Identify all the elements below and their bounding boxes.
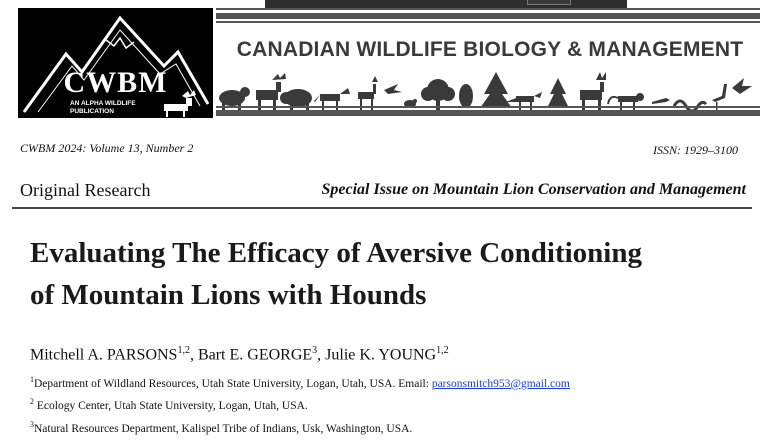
bird-icon [732,78,752,94]
title-line: Evaluating The Efficacy of Aversive Conditioning [30,237,642,269]
header-divider [12,207,752,209]
issn: ISSN: 1929–3100 [653,143,738,157]
title-line: of Mountain Lions with Hounds [30,279,427,311]
affiliations [30,371,570,438]
email-link[interactable]: parsonsmitch953@gmail.com [431,377,570,390]
banner-rule [216,21,760,23]
journal-name: CANADIAN WILDLIFE BIOLOGY & MANAGEMENT [236,38,744,61]
logo-subtitle: AN ALPHA WILDLIFE PUBLICATION [70,100,136,115]
author-name: Mitchell A. PARSONS [30,346,178,364]
conifer-tree-icon [547,78,569,108]
author-list [30,345,449,364]
author-separator: , [189,346,198,364]
affiliation: $^3$Natural Resources Department, Kalispel Tribe of Indians, Usk, Washington, USA. [30,419,413,435]
owl-icon [459,84,473,108]
article-section: Original Research [20,180,151,200]
deer-icon [358,76,378,110]
author-separator: , [317,346,326,364]
moose-icon [256,73,286,110]
citation: CWBM 2024: Volume 13, Number 2 [20,141,194,155]
top-bar-tab[interactable] [527,0,571,5]
special-issue: Special Issue on Mountain Lion Conservation and Management [321,181,746,198]
banner-rule [216,106,760,108]
journal-banner [216,8,760,118]
conifer-tree-icon [480,72,512,108]
author-affiliation-marker: 1,2 [436,345,449,356]
lizard-icon [652,98,670,104]
banner-rule [216,8,760,10]
author-name: Julie K. YOUNG [325,346,437,364]
bird-icon [384,84,402,94]
affiliation: $^1$Department of Wildland Resources, Utah State University, Logan, Utah, USA. Email: parsonsmitch953@gmail.com [30,375,570,390]
journal-logo [18,8,213,118]
author-affiliation-marker: 1,2 [177,345,190,356]
author-name: Bart E. GEORGE [197,346,313,364]
paper-title [30,232,760,316]
banner-rule [216,110,760,116]
journal-acronym: CWBM [63,66,168,99]
affiliation: $^2$ Ecology Center, Utah State University, Logan, Utah, USA. [30,397,308,413]
author-affiliation-marker: 3 [312,345,318,356]
banner-rule [216,13,760,19]
caribou-icon [580,72,606,110]
